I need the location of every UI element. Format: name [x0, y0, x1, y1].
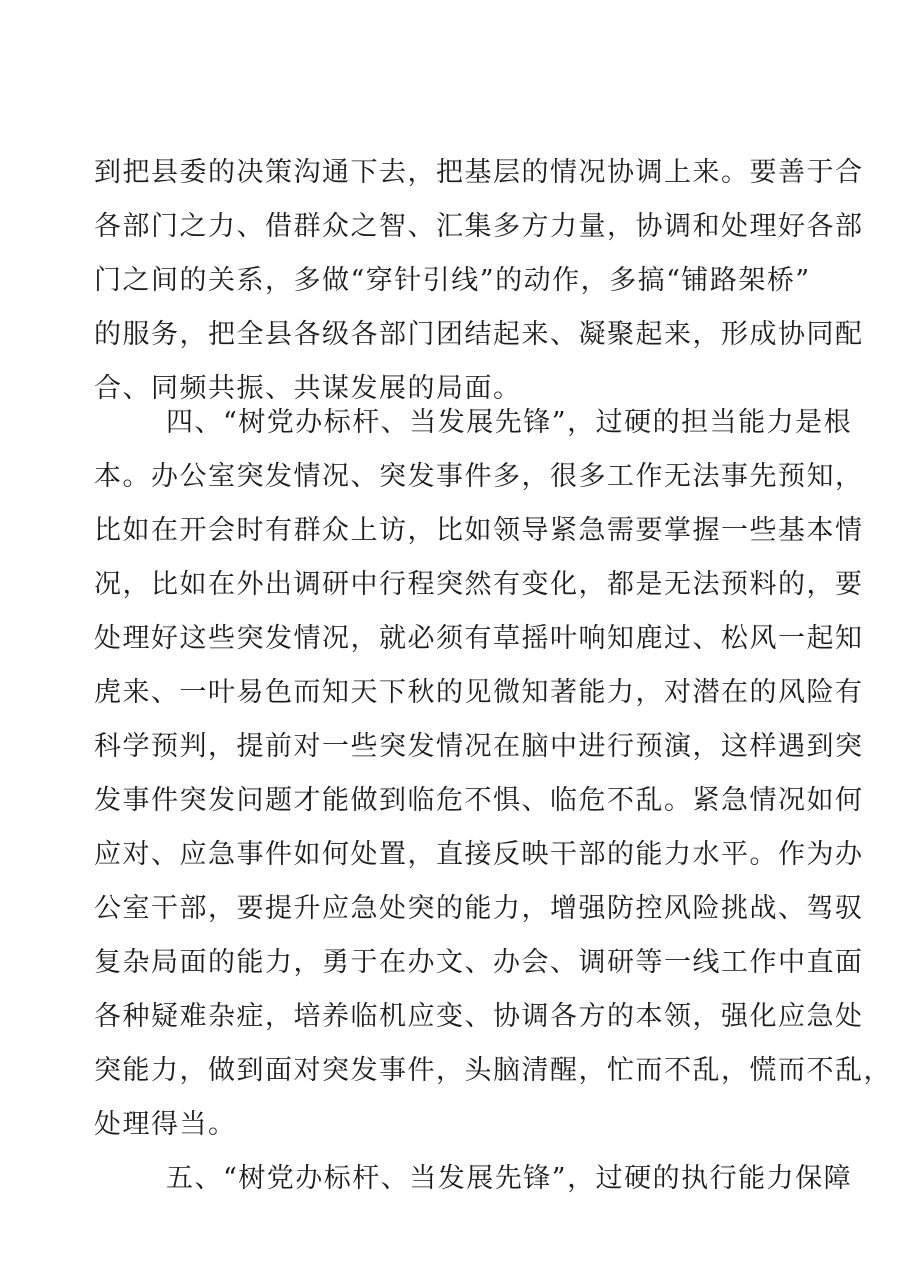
- text-line: 到把县委的决策沟通下去，把基层的情况协调上来。要善于合: [94, 157, 864, 188]
- text-line: 况，比如在外出调研中行程突然有变化，都是无法预料的，要: [94, 569, 864, 600]
- text-line: 本。办公室突发情况、突发事件多，很多工作无法事先预知，: [94, 461, 864, 492]
- text-line: 科学预判，提前对一些突发情况在脑中进行预演，这样遇到突: [94, 731, 864, 762]
- text-line: 突能力，做到面对突发事件，头脑清醒，忙而不乱，慌而不乱，: [94, 1055, 892, 1086]
- text-line: 门之间的关系，多做“穿针引线”的动作，多搞“铺路架桥”: [94, 265, 811, 296]
- text-line: 比如在开会时有群众上访，比如领导紧急需要掌握一些基本情: [94, 515, 864, 546]
- text-line: 复杂局面的能力，勇于在办文、办会、调研等一线工作中直面: [94, 947, 864, 978]
- text-line: 发事件突发问题才能做到临危不惧、临危不乱。紧急情况如何: [94, 785, 864, 816]
- text-line: 各种疑难杂症，培养临机应变、协调各方的本领，强化应急处: [94, 1001, 864, 1032]
- text-line: 各部门之力、借群众之智、汇集多方力量，协调和处理好各部: [94, 211, 864, 242]
- text-line: 处理得当。: [94, 1109, 237, 1140]
- text-line: 公室干部，要提升应急处突的能力，增强防控风险挑战、驾驭: [94, 893, 864, 924]
- text-line: 虎来、一叶易色而知天下秋的见微知著能力，对潜在的风险有: [94, 677, 864, 708]
- section-heading-line: 四、“树党办标杆、当发展先锋”，过硬的担当能力是根: [166, 407, 853, 438]
- section-heading-line: 五、“树党办标杆、当发展先锋”，过硬的执行能力保障: [166, 1163, 853, 1194]
- text-line: 应对、应急事件如何处置，直接反映干部的能力水平。作为办: [94, 839, 864, 870]
- text-line: 处理好这些突发情况，就必须有草摇叶响知鹿过、松风一起知: [94, 623, 864, 654]
- text-line: 合、同频共振、共谋发展的局面。: [94, 373, 522, 404]
- text-line: 的服务，把全县各级各部门团结起来、凝聚起来，形成协同配: [94, 319, 864, 350]
